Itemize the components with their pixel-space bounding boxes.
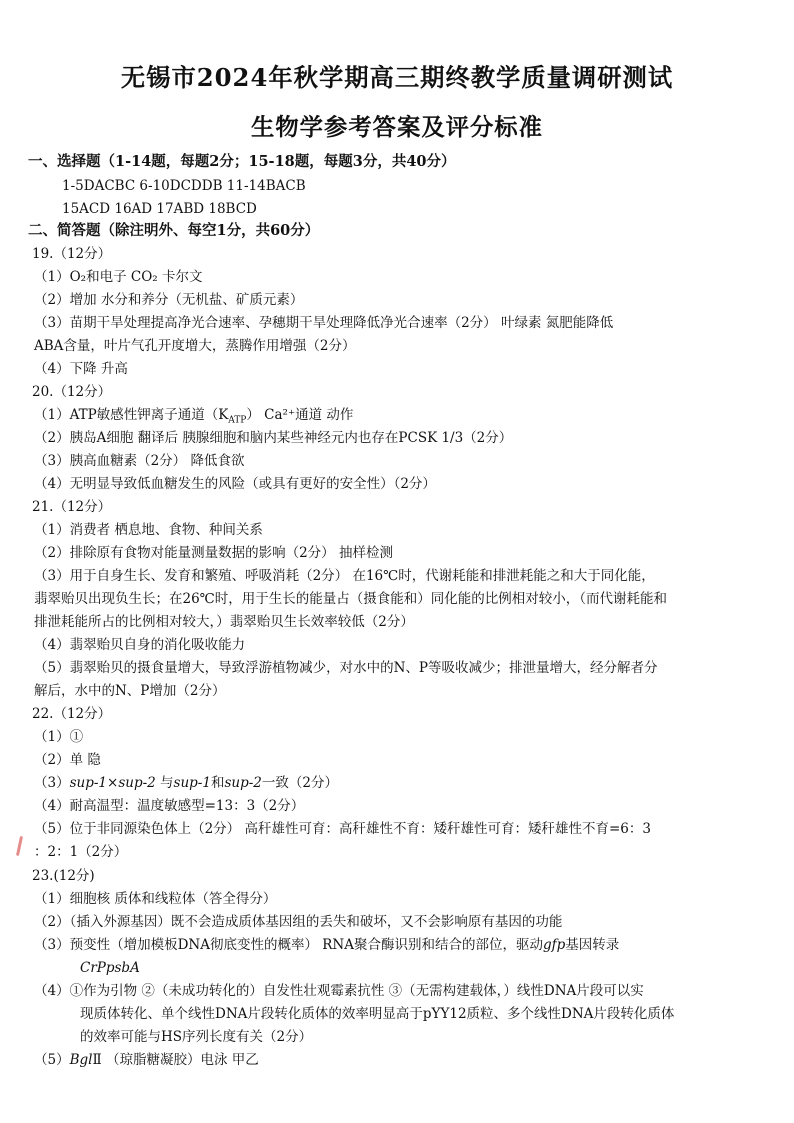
q19-answer-1: （1）O₂和电子 CO₂ 卡尔文 (34, 269, 203, 285)
red-pen-mark (16, 836, 23, 856)
q21-answer-4: （4）翡翠贻贝自身的消化吸收能力 (34, 637, 246, 653)
q23-answer-4-cont1: 现质体转化、单个线性DNA片段转化质体的效率明显高于pYY12质粒、多个线性DNA片段转化质体 (80, 1006, 675, 1022)
q19-answer-2: （2）增加 水分和养分（无机盐、矿质元素） (34, 292, 304, 308)
q21-answer-3: （3）用于自身生长、发育和繁殖、呼吸消耗（2分） 在16℃时，代谢耗能和排泄耗能之和大于同化能， (34, 568, 655, 584)
q23-answer-1: （1）细胞核 质体和线粒体（答全得分） (34, 891, 277, 907)
choice-answers-row2: 15ACD 16AD 17ABD 18BCD (62, 201, 257, 217)
q21-answer-2: （2）排除原有食物对能量测量数据的影响（2分） 抽样检测 (34, 545, 393, 561)
question-23-header: 23.(12分) (32, 868, 95, 884)
q19-answer-3-cont: ABA含量，叶片气孔开度增大，蒸腾作用增强（2分） (34, 338, 356, 354)
q21-answer-5-cont: 解后，水中的N、P增加（2分） (34, 683, 226, 699)
q22-answer-5: （5）位于非同源染色体上（2分） 高秆雄性可育：高秆雄性不育：矮秆雄性可育：矮秆雄性不育=6：3 (34, 821, 651, 837)
q21-answer-5: （5）翡翠贻贝的摄食量增大，导致浮游植物减少，对水中的N、P等吸收减少；排泄量增大，经分解者分 (34, 660, 658, 676)
q23-answer-2: （2）（插入外源基因）既不会造成质体基因组的丢失和破坏，又不会影响原有基因的功能 (34, 914, 563, 930)
question-22-header: 22.（12分） (32, 706, 112, 722)
q23-answer-3: （3）预变性（增加模板DNA彻底变性的概率） RNA聚合酶识别和结合的部位，驱动gfp基因转录 (34, 937, 620, 953)
q20-answer-4: （4）无明显导致低血糖发生的风险（或具有更好的安全性）（2分） (34, 476, 436, 492)
q19-answer-4: （4）下降 升高 (34, 361, 128, 377)
question-21-header: 21.（12分） (32, 499, 112, 515)
question-19-header: 19.（12分） (32, 246, 112, 262)
q21-answer-1: （1）消费者 栖息地、食物、种间关系 (34, 522, 263, 538)
q23-answer-3-cont: CrPpsbA (80, 960, 140, 976)
q20-answer-3: （3）胰高血糖素（2分） 降低食欲 (34, 453, 245, 469)
q23-answer-5: （5）BglⅡ （琼脂糖凝胶）电泳 甲乙 (34, 1052, 259, 1068)
q21-answer-3-cont1: 翡翠贻贝出现负生长；在26℃时，用于生长的能量占（摄食能和）同化能的比例相对较小，（而代谢耗能和 (34, 591, 668, 607)
q19-answer-3: （3）苗期干旱处理提高净光合速率、孕穗期干旱处理降低净光合速率（2分） 叶绿素 氮肥能降低 (34, 315, 614, 331)
section-header-choice: 一、选择题（1-14题，每题2分；15-18题，每题3分，共40分） (28, 153, 456, 170)
q22-answer-5-cont: ：2：1（2分） (34, 844, 128, 860)
page-title: 无锡市2024年秋学期高三期终教学质量调研测试 (120, 63, 674, 92)
q22-answer-1: （1）① (34, 729, 84, 745)
q23-answer-4-cont2: 的效率可能与HS序列长度有关（2分） (80, 1029, 313, 1045)
q21-answer-3-cont2: 排泄耗能所占的比例相对较大，）翡翠贻贝生长效率较低（2分） (34, 614, 414, 630)
q20-answer-2: （2）胰岛A细胞 翻译后 胰腺细胞和脑内某些神经元内也存在PCSK 1/3（2分） (34, 430, 513, 446)
choice-answers-row1: 1-5DACBC 6-10DCDDB 11-14BACB (62, 178, 306, 194)
q22-answer-3: （3）sup-1×sup-2 与sup-1和sup-2一致（2分） (34, 775, 338, 791)
q22-answer-2: （2）单 隐 (34, 752, 101, 768)
page-subtitle: 生物学参考答案及评分标准 (251, 113, 543, 141)
q20-answer-1: （1）ATP敏感性钾离子通道$(K_{ATP})$ Ca²⁺通道 动作 (34, 407, 354, 426)
section-header-short-answer: 二、简答题（除注明外、每空1分，共60分） (28, 222, 320, 239)
q23-answer-4: （4）①作为引物 ②（未成功转化的）自发性壮观霉素抗性 ③（无需构建载体，）线性DNA片段可以实 (34, 983, 644, 999)
question-20-header: 20.（12分） (32, 384, 112, 400)
q22-answer-4: （4）耐高温型：温度敏感型=13：3（2分） (34, 798, 305, 814)
